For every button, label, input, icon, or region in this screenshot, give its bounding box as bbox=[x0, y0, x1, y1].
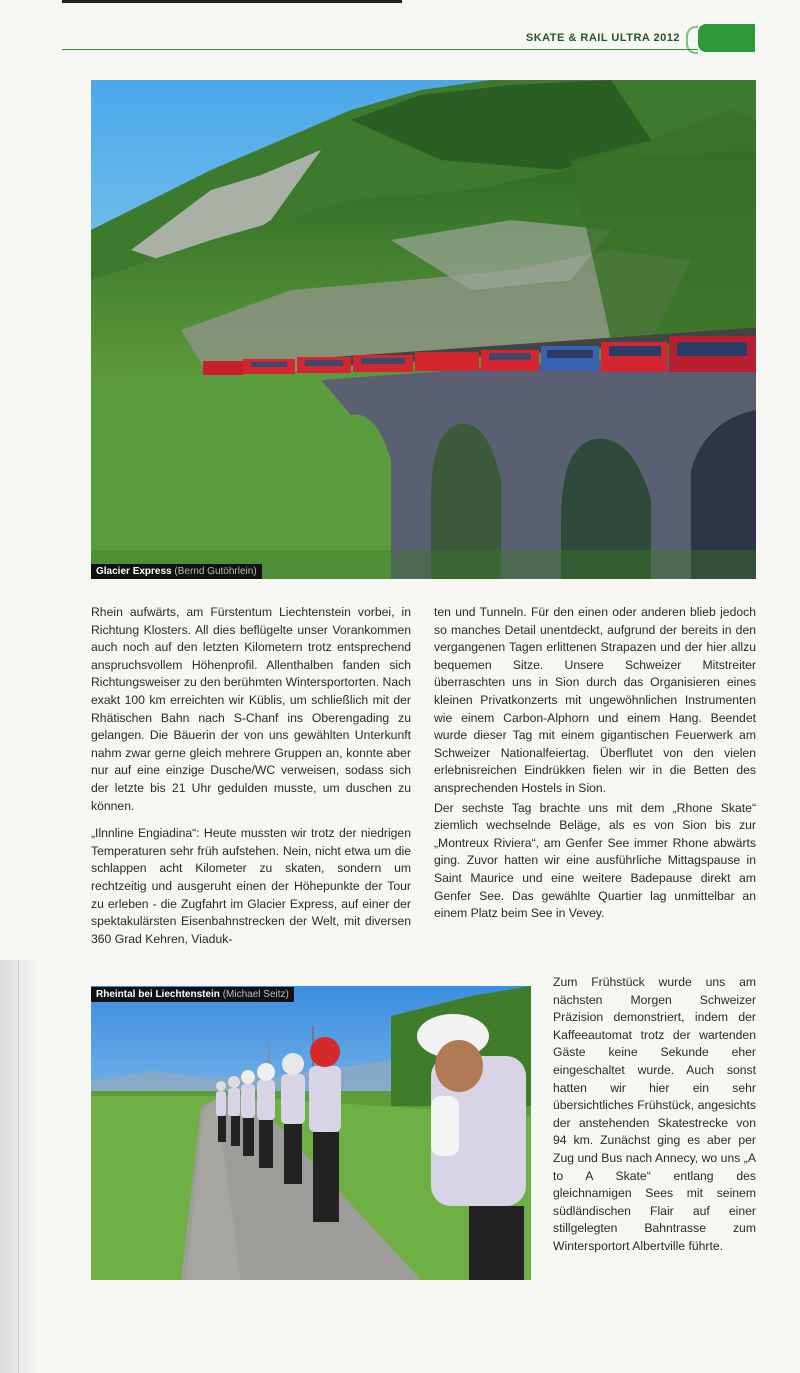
caption-title: Rheintal bei Liechtenstein bbox=[96, 989, 220, 1000]
paragraph: ten und Tunneln. Für den einen oder anderen blieb jedoch so manches Detail unentdeckt, aufgrund der bereits in den vergangenen Tagen erlittenen Strapazen und der hier allzu bequemen Sitze. Unsere Schweizer Mitstreiter überraschten uns in Sion durch das Organisieren eines kleinen Privatkonzerts mit ungewöhnlichen Instrumenten wie einem Carbon-Alphorn und einem Hang. Beendet wurde dieser Tag mit einem gigantischen Feuerwerk am Schweizer Nationalfeiertag. Überflutet von den vielen erlebnisreichen Eindrükken fielen wir in die Betten des ansprechenden Hostels in Sion. bbox=[434, 605, 756, 795]
text-column-left bbox=[91, 604, 411, 958]
running-header: SKATE & RAIL ULTRA 2012 bbox=[525, 32, 680, 44]
photo-rheintal-skaters bbox=[91, 986, 531, 1280]
caption-glacier-express bbox=[91, 564, 262, 579]
paragraph: Zum Frühstück wurde uns am nächsten Morgen Schweizer Präzision demonstriert, indem der Kaffeeautomat trotz der wartenden Gäste keine Sekunde eher eingeschaltet wurde. Auch sonst hatten wir hier ein sehr übersichtliches Frühstück, angesichts der anstehenden Skatestrecke von 94 km. Zunächst ging es aber per Zug und Bus nach Annecy, wo uns „A to A Skate“ entlang des gleichnamigen Sees mit seinem südländischen Flair auf einer stillgelegten Bahntrasse zum Wintersportort Albertville führte. bbox=[553, 975, 756, 1253]
caption-title: Glacier Express bbox=[96, 566, 172, 577]
caption-credit: (Bernd Gutöhrlein) bbox=[174, 566, 257, 577]
top-rule bbox=[62, 0, 402, 3]
caption-credit: (Michael Seitz) bbox=[222, 989, 289, 1000]
caption-rheintal bbox=[91, 987, 294, 1002]
glacier-express-illustration bbox=[91, 80, 756, 579]
paragraph: „Ilnnline Engiadina“: Heute mussten wir trotz der niedrigen Temperaturen sehr früh aufstehen. Nein, nicht etwa um die schlappen acht Kilometer zu skaten, sondern um rechtzeitig und ausgeruht einen der Höhepunkte der Tour zu erleben - die Zugfahrt im Glacier Express, auf einer der spektakulärsten Eisenbahnstrecken der Welt, mit diversen 360 Grad Kehren, Viaduk- bbox=[91, 826, 411, 946]
photo-glacier-express bbox=[91, 80, 756, 579]
text-column-narrow bbox=[553, 974, 756, 1266]
paragraph: Rhein aufwärts, am Fürstentum Liechtenstein vorbei, in Richtung Klosters. All dies beflügelte unser Vorankommen auch noch auf den letzten Kilometern trotz entsprechend anspruchsvollem Höhenprofil. Allenthalben fanden sich Richtungsweiser zu den berühmten Wintersportorten. Nach exakt 100 km erreichten wir Küblis, um schließlich mit der Rhätischen Bahn nach S-Chanf ins Oberengading zu gelangen. Die Bäuerin der von uns gewählten Unterkunft nahm zwar gerne gleich mehrere Gruppen an, konnte aber nur auf eine einzige Dusche/WC verweisen, sodass sich der letzte bis 21 Uhr gedulden musste, um duschen zu können. bbox=[91, 605, 411, 813]
page-gutter-shadow bbox=[0, 960, 40, 1373]
skaters-illustration bbox=[91, 986, 531, 1280]
section-tab bbox=[698, 24, 755, 52]
paragraph: Der sechste Tag brachte uns mit dem „Rhone Skate“ ziemlich wechselnde Beläge, als es von Sion bis zur „Montreux Riviera“, am Genfer See immer Rhone abwärts ging. Zuvor hatten wir eine ausführliche Mittagspause in Saint Maurice und eine weitere Badepause direkt am Genfer See. Das gewählte Quartier lag unmittelbar an einem Platz beim See in Vevey. bbox=[434, 800, 756, 921]
text-column-right bbox=[434, 604, 756, 933]
header-rule bbox=[62, 49, 698, 50]
